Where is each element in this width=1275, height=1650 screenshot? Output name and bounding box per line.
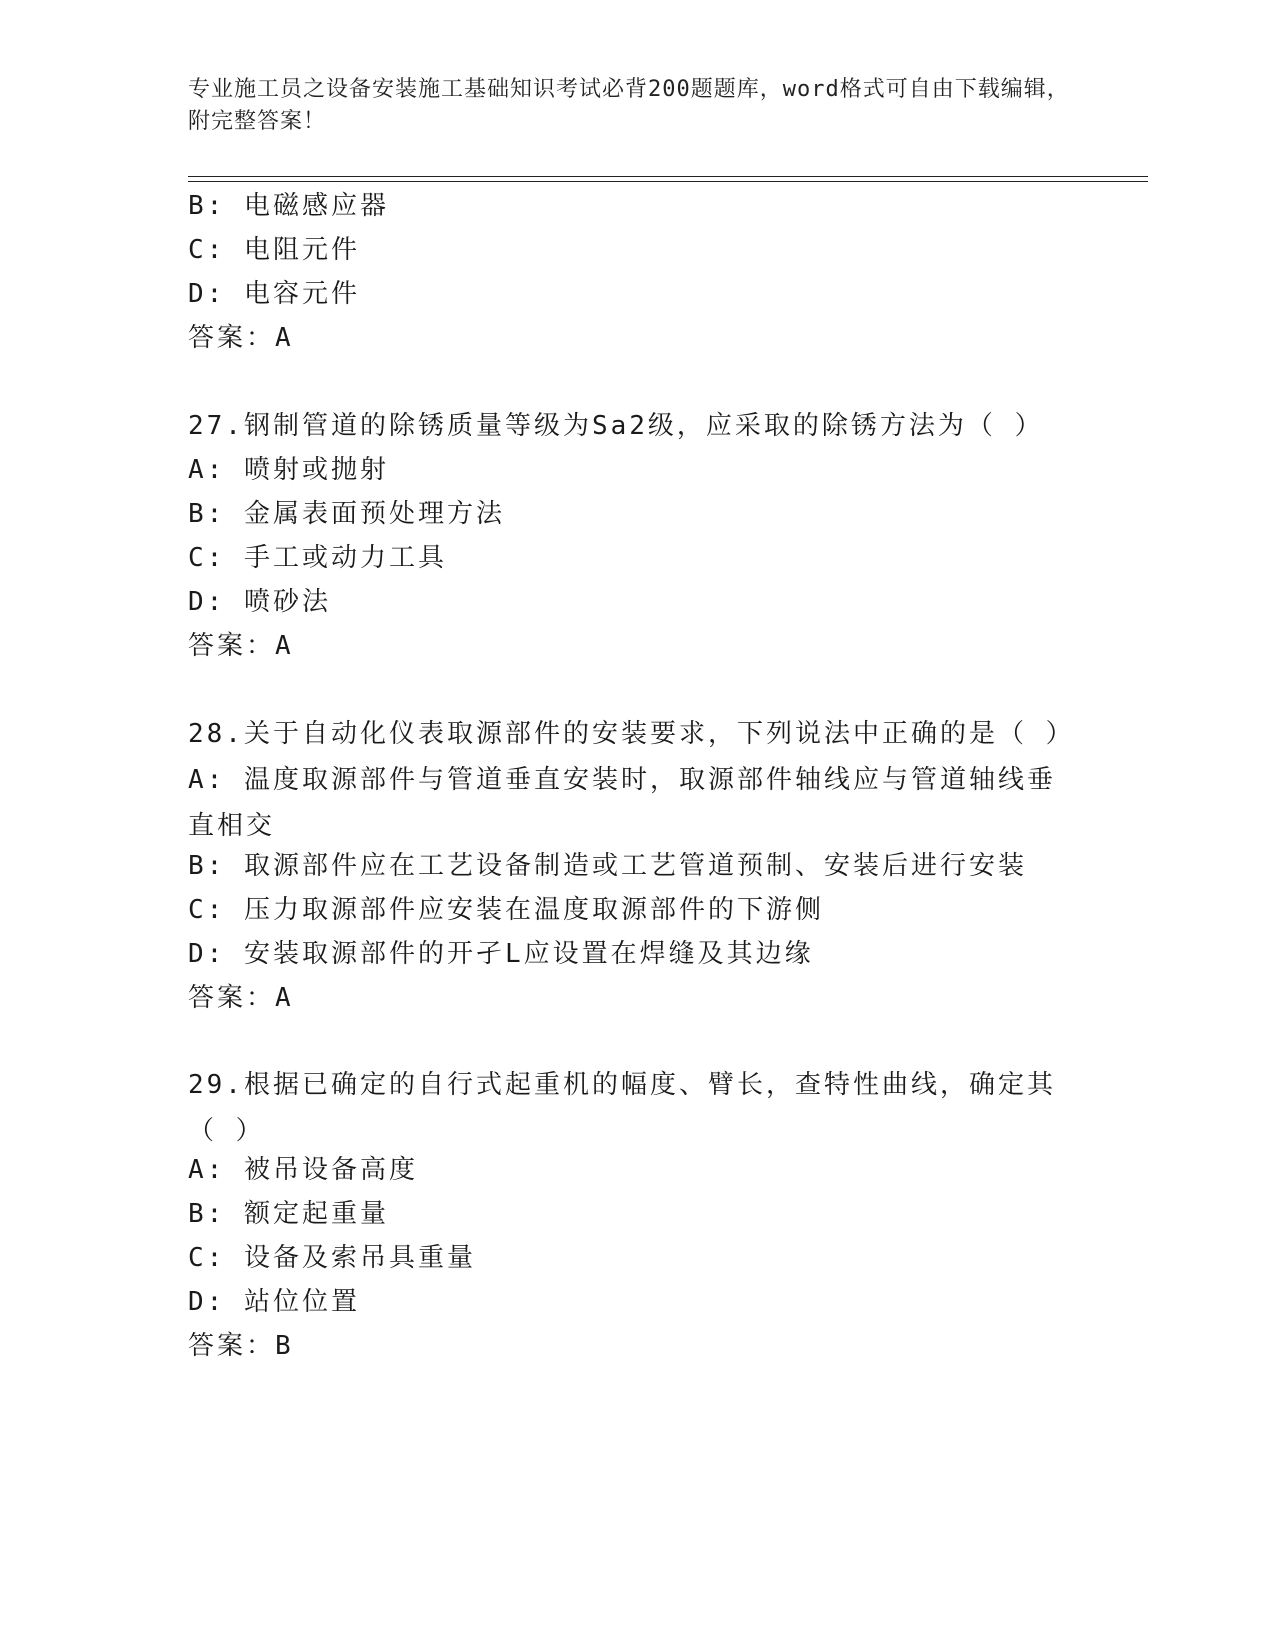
- q27-option-a: A: 喷射或抛射: [188, 455, 389, 485]
- prev-answer: 答案：A: [188, 323, 294, 353]
- q29-option-c: C: 设备及索吊具重量: [188, 1243, 476, 1273]
- prev-option-c: C: 电阻元件: [188, 235, 360, 265]
- document-header: 专业施工员之设备安装施工基础知识考试必背200题题库，word格式可自由下载编辑，附完整答案！: [188, 77, 1070, 134]
- q27-stem: 27.钢制管道的除锈质量等级为Sa2级，应采取的除锈方法为（ ）: [188, 411, 1044, 441]
- q28-option-c: C: 压力取源部件应安装在温度取源部件的下游侧: [188, 895, 824, 925]
- header-divider-top: [188, 176, 1148, 177]
- q28-stem: 28.关于自动化仪表取源部件的安装要求，下列说法中正确的是（ ）: [188, 719, 1075, 749]
- q29-option-b: B: 额定起重量: [188, 1199, 389, 1229]
- header-divider-bottom: [188, 181, 1148, 182]
- q27-option-d: D: 喷砂法: [188, 587, 331, 617]
- q28-option-b: B: 取源部件应在工艺设备制造或工艺管道预制、安装后进行安装: [188, 851, 1027, 881]
- q27-option-b: B: 金属表面预处理方法: [188, 499, 505, 529]
- q28-option-a: A: 温度取源部件与管道垂直安装时，取源部件轴线应与管道轴线垂直相交: [188, 765, 1056, 841]
- q27-option-c: C: 手工或动力工具: [188, 543, 447, 573]
- q29-option-d: D: 站位位置: [188, 1287, 360, 1317]
- q29-stem: 29.根据已确定的自行式起重机的幅度、臂长，查特性曲线，确定其（ ）: [188, 1070, 1056, 1146]
- q28-answer: 答案：A: [188, 983, 294, 1013]
- prev-option-d: D: 电容元件: [188, 279, 360, 309]
- q27-answer: 答案：A: [188, 631, 294, 661]
- q29-option-a: A: 被吊设备高度: [188, 1155, 418, 1185]
- q29-answer: 答案：B: [188, 1331, 294, 1361]
- prev-option-b: B: 电磁感应器: [188, 191, 389, 221]
- q28-option-d: D: 安装取源部件的开孑L应设置在焊缝及其边缘: [188, 939, 814, 969]
